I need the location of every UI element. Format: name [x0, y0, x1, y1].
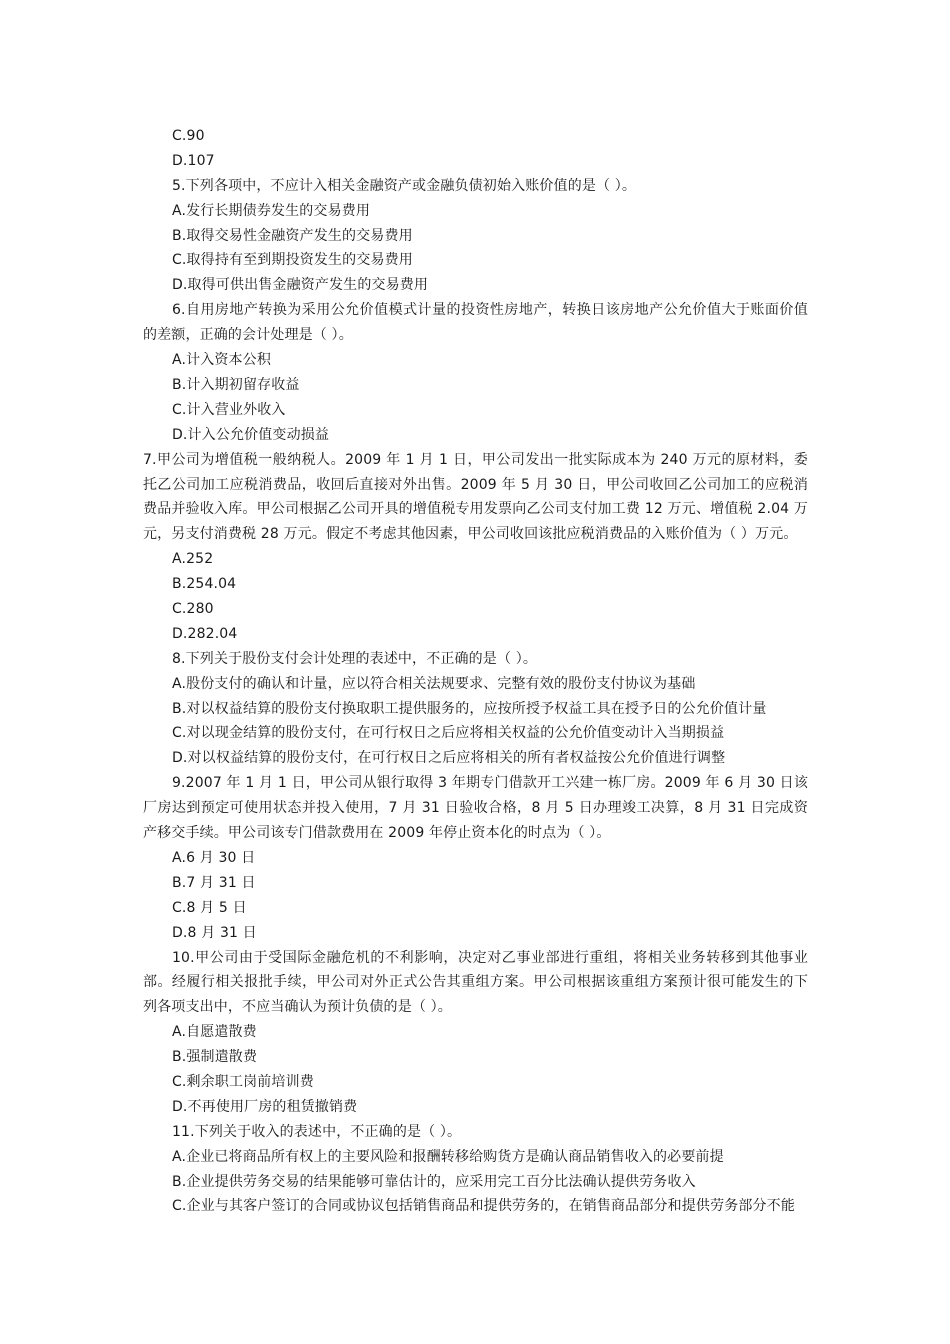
option-line: B.企业提供劳务交易的结果能够可靠估计的，应采用完工百分比法确认提供劳务收入 — [172, 1173, 696, 1190]
question-line: 8.下列关于股份支付会计处理的表述中，不正确的是（ ）。 — [172, 650, 538, 667]
option-line: D.对以权益结算的股份支付，在可行权日之后应将相关的所有者权益按公允价值进行调整 — [172, 750, 726, 767]
option-line: D.8 月 31 日 — [172, 924, 257, 941]
question-paragraph: 6.自用房地产转换为采用公允价值模式计量的投资性房地产，转换日该房地产公允价值大于账面价值的差额，正确的会计处理是（ ）。 — [143, 302, 808, 344]
option-line: C.90 — [172, 128, 205, 144]
question-paragraph: 7.甲公司为增值税一般纳税人。2009 年 1 月 1 日，甲公司发出一批实际成本为 240 万元的原材料，委托乙公司加工应税消费品，收回后直接对外出售。2009 年 5 月 30 日，甲公司收回乙公司加工的应税消费品并验收入库。甲公司根据乙公司开具的增值税专用发票向乙公司支付加工费 12 万元、增值税 2.04 万元，另支付消费税 28 万元。假定不考虑其他因素，甲公司收回该批应税消费品的入账价值为（ ）万元。 — [143, 451, 808, 543]
option-line: D.计入公允价值变动损益 — [172, 426, 330, 443]
option-line: C.企业与其客户签订的合同或协议包括销售商品和提供劳务的，在销售商品部分和提供劳务部分不能 — [172, 1198, 795, 1215]
option-line: A.股份支付的确认和计量，应以符合相关法规要求、完整有效的股份支付协议为基础 — [172, 675, 696, 692]
option-line: C.剩余职工岗前培训费 — [172, 1074, 314, 1091]
option-line: C.计入营业外收入 — [172, 401, 286, 418]
option-line: A.企业已将商品所有权上的主要风险和报酬转移给购货方是确认商品销售收入的必要前提 — [172, 1148, 724, 1165]
option-line: A.自愿遣散费 — [172, 1024, 257, 1041]
option-line: B.计入期初留存收益 — [172, 376, 300, 393]
option-line: D.282.04 — [172, 625, 238, 642]
option-line: C.取得持有至到期投资发生的交易费用 — [172, 252, 413, 269]
option-line: B.取得交易性金融资产发生的交易费用 — [172, 227, 413, 244]
option-line: C.280 — [172, 601, 214, 618]
question-paragraph: 10.甲公司由于受国际金融危机的不利影响，决定对乙事业部进行重组，将相关业务转移到其他事业部。经履行相关报批手续，甲公司对外正式公告其重组方案。甲公司根据该重组方案预计很可能发生的下列各项支出中，不应当确认为预计负债的是（ ）。 — [143, 949, 808, 1016]
question-line: 11.下列关于收入的表述中，不正确的是（ ）。 — [172, 1123, 462, 1140]
option-line: A.252 — [172, 551, 214, 568]
option-line: B.强制遣散费 — [172, 1049, 258, 1066]
question-line: 5.下列各项中，不应计入相关金融资产或金融负债初始入账价值的是（ ）。 — [172, 177, 637, 194]
option-line: B.254.04 — [172, 576, 237, 593]
option-line: D.不再使用厂房的租赁撤销费 — [172, 1098, 358, 1115]
option-line: C.8 月 5 日 — [172, 899, 247, 916]
option-line: D.取得可供出售金融资产发生的交易费用 — [172, 277, 429, 294]
question-paragraph: 9.2007 年 1 月 1 日，甲公司从银行取得 3 年期专门借款开工兴建一栋厂房。2009 年 6 月 30 日该厂房达到预定可使用状态并投入使用，7 月 31 日验收合格，8 月 5 日办理竣工决算，8 月 31 日完成资产移交手续。甲公司该专门借款费用在 2009 年停止资本化的时点为（ ）。 — [143, 775, 808, 842]
option-line: C.对以现金结算的股份支付，在可行权日之后应将相关权益的公允价值变动计入当期损益 — [172, 725, 725, 742]
option-line: A.发行长期债券发生的交易费用 — [172, 202, 371, 219]
option-line: B.对以权益结算的股份支付换取职工提供服务的，应按所授予权益工具在授予日的公允价值计量 — [172, 700, 767, 717]
option-line: A.计入资本公积 — [172, 352, 271, 369]
option-line: A.6 月 30 日 — [172, 849, 256, 866]
option-line: B.7 月 31 日 — [172, 874, 256, 891]
document-page — [143, 124, 808, 1219]
option-line: D.107 — [172, 152, 215, 169]
